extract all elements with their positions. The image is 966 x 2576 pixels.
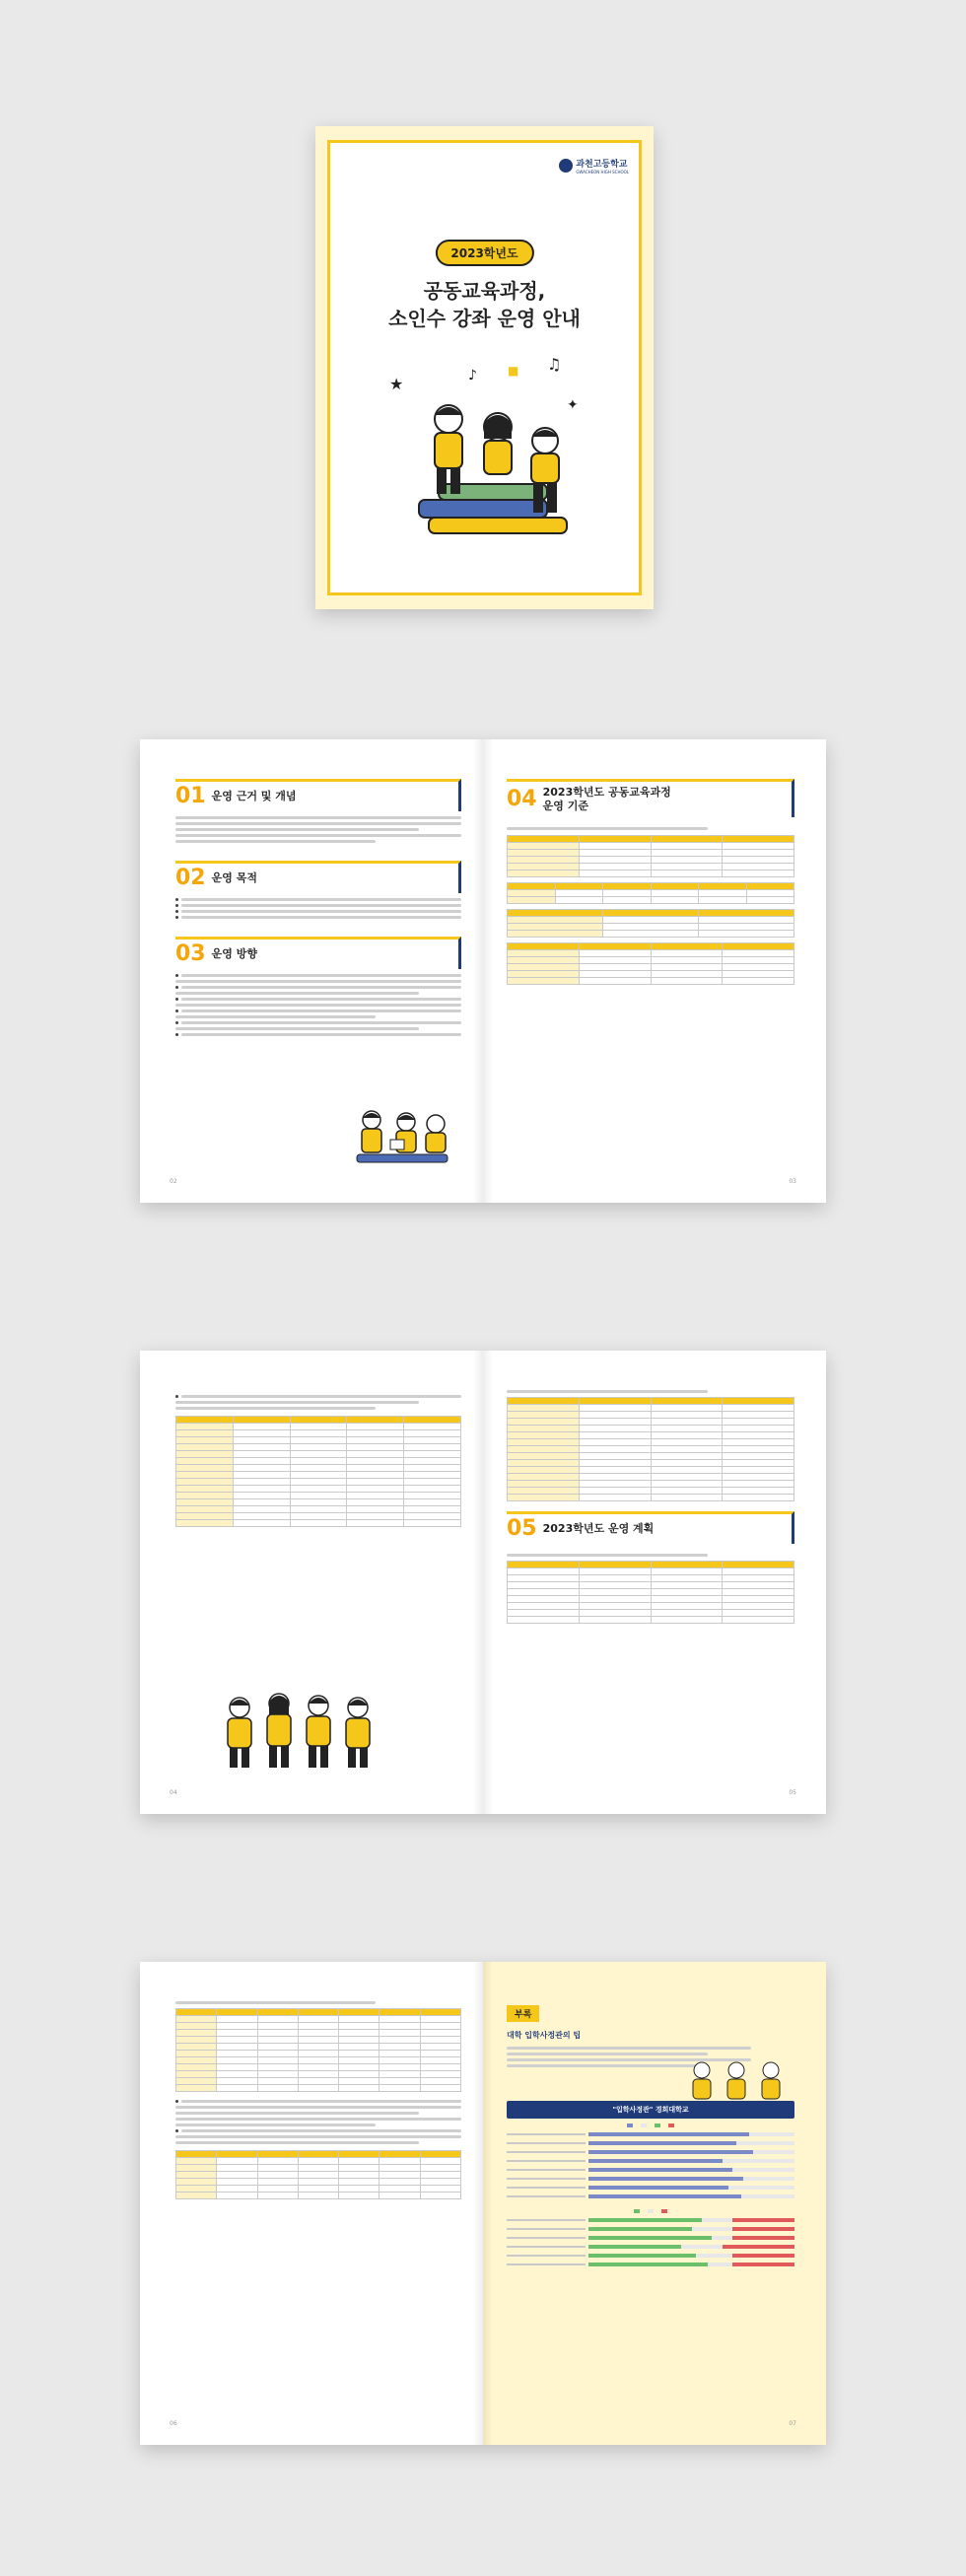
page-number: 02 [170,1178,177,1185]
section-title-line2: 운영 기준 [542,799,588,812]
section-title: 운영 방향 [211,947,257,961]
course-detail-table [507,1397,794,1501]
spine-shadow [473,1351,493,1814]
page-05 [483,1351,826,1814]
cover-title-line1: 공동교육과정, [423,279,546,303]
cover-frame [327,140,642,595]
spine-shadow [473,1962,493,2445]
section-number: 04 [507,786,537,811]
operation-period-table [507,909,794,938]
page-04 [140,1351,483,1814]
appendix-title: 대학 입학사정관의 팁 [507,2031,582,2040]
survey-bar-chart-2 [507,2217,794,2267]
section-05 [507,1511,794,1544]
school-name: 과천고등학교 [576,160,628,170]
spread-pages-02-03 [140,739,826,1203]
operation-criteria-table [507,835,794,877]
brochure-cover [315,126,654,609]
svg-text:♪: ♪ [468,368,477,383]
cover-title [330,277,639,332]
school-seal-icon [559,159,573,173]
section-01 [175,779,461,843]
survey-banner: "입학사정관" 경희대학교 [507,2101,794,2119]
credit-table [175,2150,461,2199]
page-06 [140,1962,483,2445]
section-title: 2023학년도 운영 계획 [542,1522,655,1536]
page-number: 03 [789,1178,796,1185]
spread-pages-06-07 [140,1962,826,2445]
survey-bar-chart-1 [507,2131,794,2199]
cover-title-line2: 소인수 강좌 운영 안내 [388,307,581,330]
section-title [543,786,671,813]
appendix-badge [507,2005,794,2022]
section-number: 02 [175,866,206,890]
page-02 [140,739,483,1203]
schedule-table [175,2008,461,2092]
evaluation-table [507,942,794,985]
section-number: 03 [175,941,206,966]
section-number: 05 [507,1516,537,1541]
school-name-en: GWACHEON HIGH SCHOOL [576,170,629,174]
section-04 [507,779,794,817]
students-reading-illustration [347,1100,455,1169]
section-title: 운영 목적 [211,871,257,885]
section-number: 01 [175,784,206,808]
section-03 [175,937,461,1036]
students-holding-papers-illustration [682,2056,791,2106]
svg-text:✦: ✦ [567,397,579,413]
year-badge: 2023학년도 [435,240,533,266]
spine-shadow [473,739,493,1203]
page-number: 06 [170,2420,177,2427]
course-list-table [175,1416,461,1527]
svg-text:■: ■ [508,364,519,378]
page-number: 07 [789,2420,796,2427]
school-logo [559,157,629,174]
page-number: 04 [170,1789,177,1796]
svg-text:♫: ♫ [547,355,562,374]
students-cheering-illustration [215,1686,392,1775]
operation-plan-table [507,1561,794,1624]
page-07 [483,1962,826,2445]
section-02 [175,861,461,919]
chart-legend [507,2123,794,2127]
section-title-line1: 2023학년도 공동교육과정 [542,786,671,799]
page-03 [483,739,826,1203]
appendix-label: 부록 [507,2005,539,2022]
svg-text:★: ★ [389,375,404,393]
section-title: 운영 근거 및 개념 [211,790,297,803]
class-size-table [507,882,794,904]
page-number: 05 [789,1789,796,1796]
chart-legend-2 [507,2209,794,2213]
spread-pages-04-05 [140,1351,826,1814]
students-on-books-illustration [370,350,606,587]
